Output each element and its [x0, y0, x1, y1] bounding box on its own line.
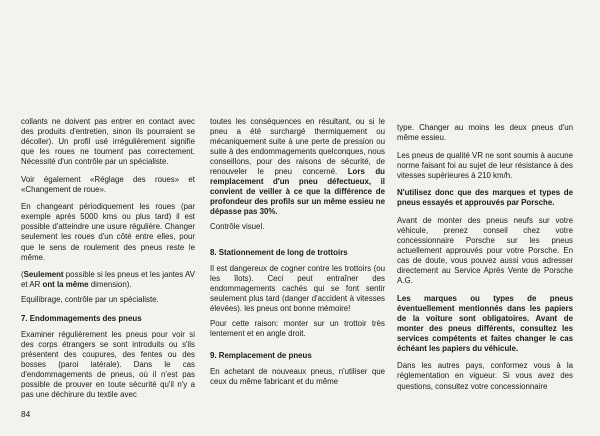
paragraph-same-dimension: (Seulement possible si les pneus et les jantes AV et AR ont la même dimension). [21, 270, 195, 290]
text-column-2 [210, 117, 385, 392]
text-column-3 [397, 123, 573, 396]
paragraph-kerb-danger: Il est dangereux de cogner contre les trottoirs (ou les îlots). Ceci peut entraîner des endommagements cachés qui se font sentir seulement plus tard (danger d'accident à vitesses élevées). les pneus ont bonne mémoire! [210, 264, 385, 314]
bold-seulement: Seulement [23, 270, 64, 280]
page-number: 84 [21, 409, 31, 419]
paragraph-tyre-care: collants ne doivent pas entrer en contact avec des produits d'entretien, sinon ils pourraient se décoller). Un profil usé irrégulièrement signifie que les roues ne tournent pas correctement. Nécessité d'un contrôle par un spécialiste. [21, 117, 195, 167]
paragraph-balancing: Equilibrage, contrôle par un spécialiste. [21, 294, 159, 304]
paragraph-mandatory-brands: Les marques ou types de pneus éventuellement mentionnés dans les papiers de la voiture sont obligatoires. Avant de monter des pneus différents, consultez les services compétents et faites changer le cas échéant les papiers du véhicule. [397, 293, 573, 353]
paragraph-same-axle: type. Changer au moins les deux pneus d'un même essieu. [397, 123, 573, 143]
paragraph-visual-check: Contrôle visuel. [210, 222, 265, 232]
bold-tread-difference: Lors du remplacement d'un pneu défectueux, il convient de veiller à ce que la différence de profondeur des profils sur un même essieu ne dépasse pas 30%. [210, 167, 385, 217]
paragraph-damage-consequences: toutes les conséquences en résultant, ou si le pneu a été surchargé thermiquement ou mécaniquement suite à une perte de pression ou suite à des endommagements quelconques, nous conseillons, pour des raisons de sécurité, de renouveler le pneu concerné. Lors du remplacement d'un pneu défectueux, il convient de veiller à ce que la différence de profondeur des profils sur un même essieu ne dépasse pas 30%. [210, 117, 385, 217]
section-heading-7: 7. Endommagements des pneus [21, 313, 142, 323]
paragraph-see-also: Voir également «Réglage des roues» et «Changement de roue». [21, 174, 195, 194]
paragraph-kerb-advice: Pour cette raison: monter sur un trottoir très lentement et en angle droit. [210, 318, 385, 338]
paragraph-dealer-advice: Avant de monter des pneus neufs sur votre véhicule, prenez conseil chez votre concessionnaire Porsche sur les pneus actuellement approuvés pour votre Porsche. En cas de doute, vous pouvez aussi vous adresser directement au Service Après Vente de Porsche A.G. [397, 215, 573, 286]
paragraph-wheel-rotation: En changeant périodiquement les roues (par exemple après 5000 kms ou plus tard) il est possible d'atteindre une usure régulière. Changer seulement les roues d'un côté entre elles, pour que le sens de roulement des pneus reste le même. [21, 202, 195, 262]
paragraph-vr-tyres: Les pneus de qualité VR ne sont soumis à aucune norme faisant foi au sujet de leur résistance à des vitesses supérieures à 210 km/h. [397, 150, 573, 180]
section-heading-8: 8. Stationnement de long de trottoirs [210, 248, 348, 258]
section-heading-9: 9. Remplacement de pneus [210, 351, 312, 361]
text-column-1 [21, 117, 195, 405]
paragraph-other-countries: Dans les autres pays, conformez vous à la réglementation en vigueur. Si vous avez des questions, consultez votre concessionnaire [397, 361, 573, 391]
paragraph-new-tyres: En achetant de nouveaux pneus, n'utiliser que ceux du même fabricant et du même [210, 367, 385, 387]
paragraph-approved-brands: N'utilisez donc que des marques et types de pneus essayés et approuvés par Porsche. [397, 188, 573, 208]
bold-ont-la-meme: ont la même [42, 280, 89, 290]
paragraph-tyre-damage: Examiner régulièrement les pneus pour voir si des corps étrangers se sont introduits ou s'ils présentent des coupures, des fentes ou des bosses (paroi latérale). Dans le cas d'endommagements de pneus, où il n'est pas possible de prouver en toute sécurité qu'il n'y a pas une déchirure du textile avec [21, 329, 195, 400]
